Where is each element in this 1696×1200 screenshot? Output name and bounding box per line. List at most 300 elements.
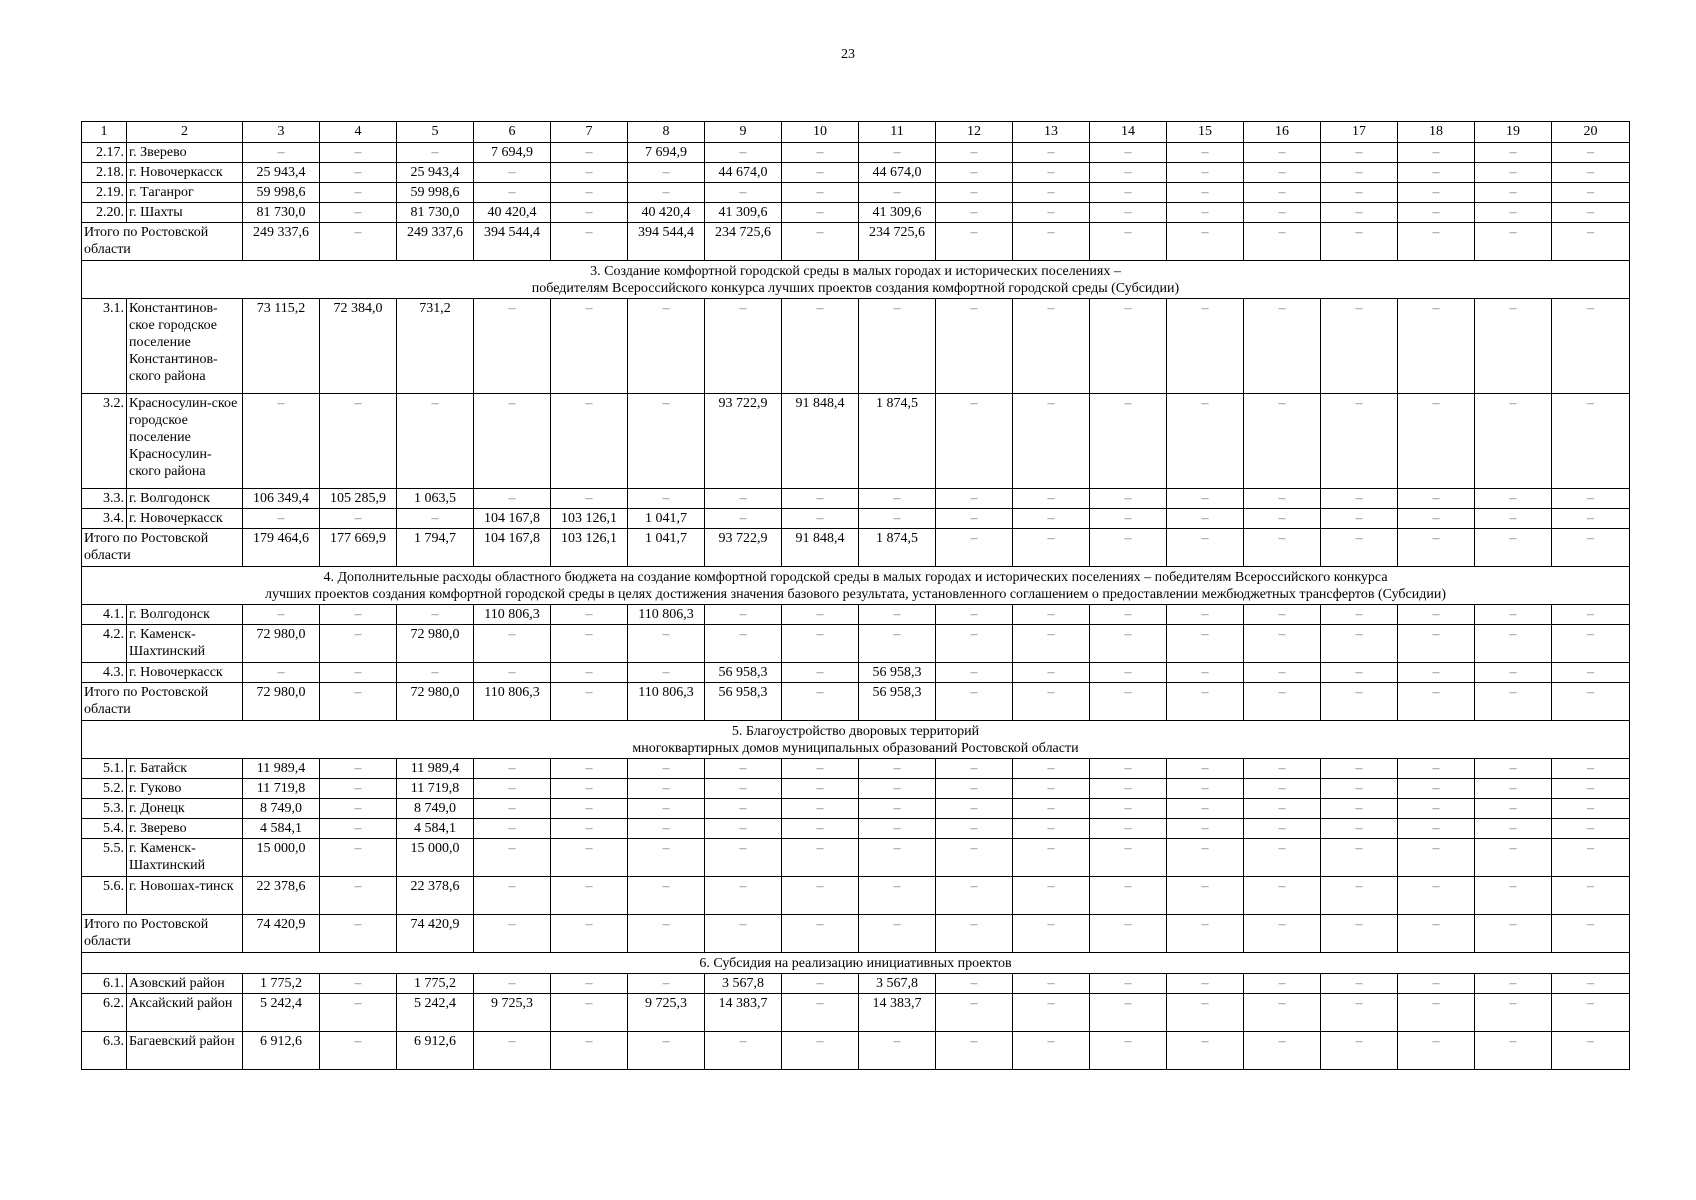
empty-value-cell: – <box>859 839 936 877</box>
empty-value-cell: – <box>1552 509 1630 529</box>
empty-value-cell: – <box>1552 183 1630 203</box>
empty-value-cell: – <box>1475 683 1552 721</box>
column-header: 15 <box>1167 122 1244 143</box>
empty-value-cell: – <box>1398 994 1475 1032</box>
empty-value-cell: – <box>782 974 859 994</box>
empty-value-cell: – <box>1167 203 1244 223</box>
empty-value-cell: – <box>320 839 397 877</box>
empty-value-cell: – <box>1167 394 1244 489</box>
row-index: 2.17. <box>82 143 127 163</box>
empty-value-cell: – <box>320 203 397 223</box>
empty-value-cell: – <box>936 605 1013 625</box>
empty-value-cell: – <box>1398 203 1475 223</box>
empty-value-cell: – <box>551 183 628 203</box>
column-header: 18 <box>1398 122 1475 143</box>
empty-value-cell: – <box>551 877 628 915</box>
empty-value-cell: – <box>1398 625 1475 663</box>
value-cell: 110 806,3 <box>628 605 705 625</box>
value-cell: 15 000,0 <box>243 839 320 877</box>
empty-value-cell: – <box>1013 183 1090 203</box>
empty-value-cell: – <box>1167 994 1244 1032</box>
value-cell: 41 309,6 <box>705 203 782 223</box>
municipality-name: г. Волгодонск <box>127 605 243 625</box>
value-cell: 9 725,3 <box>628 994 705 1032</box>
value-cell: 72 980,0 <box>243 625 320 663</box>
value-cell: 81 730,0 <box>243 203 320 223</box>
value-cell: 15 000,0 <box>397 839 474 877</box>
empty-value-cell: – <box>782 143 859 163</box>
empty-value-cell: – <box>1167 839 1244 877</box>
empty-value-cell: – <box>1321 625 1398 663</box>
municipality-name: г. Волгодонск <box>127 489 243 509</box>
empty-value-cell: – <box>1475 299 1552 394</box>
total-label: Итого по Ростовской области <box>82 683 243 721</box>
empty-value-cell: – <box>1552 994 1630 1032</box>
empty-value-cell: – <box>551 163 628 183</box>
empty-value-cell: – <box>1398 877 1475 915</box>
empty-value-cell: – <box>1090 223 1167 261</box>
table-row <box>82 994 1630 1032</box>
empty-value-cell: – <box>859 877 936 915</box>
empty-value-cell: – <box>474 625 551 663</box>
value-cell: 249 337,6 <box>243 223 320 261</box>
empty-value-cell: – <box>705 877 782 915</box>
empty-value-cell: – <box>1475 625 1552 663</box>
empty-value-cell: – <box>782 877 859 915</box>
empty-value-cell: – <box>1090 489 1167 509</box>
empty-value-cell: – <box>1552 163 1630 183</box>
empty-value-cell: – <box>705 819 782 839</box>
empty-value-cell: – <box>320 223 397 261</box>
municipality-name: Константинов-ское городское поселение Константинов-ского района <box>127 299 243 394</box>
empty-value-cell: – <box>1090 663 1167 683</box>
empty-value-cell: – <box>1475 203 1552 223</box>
empty-value-cell: – <box>1552 915 1630 953</box>
header-row <box>82 122 1630 143</box>
empty-value-cell: – <box>1167 663 1244 683</box>
empty-value-cell: – <box>320 509 397 529</box>
empty-value-cell: – <box>1013 299 1090 394</box>
empty-value-cell: – <box>1090 183 1167 203</box>
row-index: 4.2. <box>82 625 127 663</box>
empty-value-cell: – <box>1013 759 1090 779</box>
empty-value-cell: – <box>1013 799 1090 819</box>
municipality-name: г. Новочеркасск <box>127 163 243 183</box>
empty-value-cell: – <box>1090 605 1167 625</box>
empty-value-cell: – <box>1244 974 1321 994</box>
empty-value-cell: – <box>1090 779 1167 799</box>
row-index: 3.1. <box>82 299 127 394</box>
empty-value-cell: – <box>551 203 628 223</box>
value-cell: 8 749,0 <box>397 799 474 819</box>
empty-value-cell: – <box>1244 839 1321 877</box>
empty-value-cell: – <box>1013 163 1090 183</box>
empty-value-cell: – <box>859 489 936 509</box>
empty-value-cell: – <box>1090 625 1167 663</box>
empty-value-cell: – <box>859 915 936 953</box>
empty-value-cell: – <box>1321 509 1398 529</box>
table-row <box>82 143 1630 163</box>
section-heading-line: лучших проектов создания комфортной городской среды в целях достижения значения базового результата, установленного соглашением о предоставлении межбюджетных трансфертов (Субсидии) <box>264 587 1447 602</box>
empty-value-cell: – <box>1321 683 1398 721</box>
row-index: 5.5. <box>82 839 127 877</box>
value-cell: 6 912,6 <box>397 1032 474 1070</box>
empty-value-cell: – <box>1167 779 1244 799</box>
value-cell: 59 998,6 <box>243 183 320 203</box>
table-body <box>82 122 1630 1070</box>
empty-value-cell: – <box>1013 394 1090 489</box>
empty-value-cell: – <box>551 819 628 839</box>
empty-value-cell: – <box>1321 143 1398 163</box>
empty-value-cell: – <box>782 779 859 799</box>
table-row <box>82 839 1630 877</box>
empty-value-cell: – <box>782 183 859 203</box>
empty-value-cell: – <box>551 799 628 819</box>
empty-value-cell: – <box>1475 529 1552 567</box>
section-heading-row <box>82 953 1630 974</box>
empty-value-cell: – <box>936 915 1013 953</box>
empty-value-cell: – <box>474 819 551 839</box>
empty-value-cell: – <box>474 839 551 877</box>
value-cell: 93 722,9 <box>705 529 782 567</box>
value-cell: 40 420,4 <box>474 203 551 223</box>
empty-value-cell: – <box>1167 489 1244 509</box>
row-index: 5.6. <box>82 877 127 915</box>
table-row <box>82 974 1630 994</box>
empty-value-cell: – <box>320 163 397 183</box>
empty-value-cell: – <box>1321 759 1398 779</box>
empty-value-cell: – <box>1167 299 1244 394</box>
empty-value-cell: – <box>1398 663 1475 683</box>
empty-value-cell: – <box>320 143 397 163</box>
empty-value-cell: – <box>551 779 628 799</box>
empty-value-cell: – <box>1398 839 1475 877</box>
empty-value-cell: – <box>551 759 628 779</box>
empty-value-cell: – <box>1398 1032 1475 1070</box>
empty-value-cell: – <box>782 509 859 529</box>
empty-value-cell: – <box>1552 683 1630 721</box>
empty-value-cell: – <box>1090 1032 1167 1070</box>
empty-value-cell: – <box>1167 759 1244 779</box>
section-heading <box>82 953 1630 974</box>
empty-value-cell: – <box>782 1032 859 1070</box>
empty-value-cell: – <box>936 663 1013 683</box>
value-cell: 1 041,7 <box>628 529 705 567</box>
empty-value-cell: – <box>1321 663 1398 683</box>
empty-value-cell: – <box>1321 299 1398 394</box>
table-row <box>82 663 1630 683</box>
empty-value-cell: – <box>628 163 705 183</box>
empty-value-cell: – <box>705 779 782 799</box>
empty-value-cell: – <box>1244 489 1321 509</box>
empty-value-cell: – <box>1090 839 1167 877</box>
value-cell: 14 383,7 <box>859 994 936 1032</box>
section-heading-line: 6. Субсидия на реализацию инициативных проектов <box>699 956 1012 971</box>
empty-value-cell: – <box>320 394 397 489</box>
section-heading <box>82 261 1630 299</box>
empty-value-cell: – <box>1398 394 1475 489</box>
empty-value-cell: – <box>397 509 474 529</box>
value-cell: 22 378,6 <box>397 877 474 915</box>
empty-value-cell: – <box>1475 223 1552 261</box>
empty-value-cell: – <box>1244 915 1321 953</box>
empty-value-cell: – <box>1398 163 1475 183</box>
column-header: 7 <box>551 122 628 143</box>
empty-value-cell: – <box>1398 489 1475 509</box>
table-row <box>82 489 1630 509</box>
empty-value-cell: – <box>1090 299 1167 394</box>
column-header: 3 <box>243 122 320 143</box>
empty-value-cell: – <box>1398 915 1475 953</box>
empty-value-cell: – <box>1398 683 1475 721</box>
empty-value-cell: – <box>782 489 859 509</box>
section-heading-line: многоквартирных домов муниципальных образований Ростовской области <box>632 741 1079 756</box>
empty-value-cell: – <box>936 299 1013 394</box>
empty-value-cell: – <box>705 759 782 779</box>
empty-value-cell: – <box>1090 143 1167 163</box>
empty-value-cell: – <box>551 625 628 663</box>
empty-value-cell: – <box>859 759 936 779</box>
empty-value-cell: – <box>243 509 320 529</box>
empty-value-cell: – <box>1244 223 1321 261</box>
empty-value-cell: – <box>1090 877 1167 915</box>
empty-value-cell: – <box>474 779 551 799</box>
empty-value-cell: – <box>243 143 320 163</box>
value-cell: 91 848,4 <box>782 529 859 567</box>
row-index: 3.2. <box>82 394 127 489</box>
empty-value-cell: – <box>628 183 705 203</box>
value-cell: 11 989,4 <box>397 759 474 779</box>
empty-value-cell: – <box>1475 394 1552 489</box>
row-index: 2.18. <box>82 163 127 183</box>
column-header: 8 <box>628 122 705 143</box>
value-cell: 7 694,9 <box>474 143 551 163</box>
empty-value-cell: – <box>1167 915 1244 953</box>
total-row <box>82 223 1630 261</box>
empty-value-cell: – <box>1244 759 1321 779</box>
empty-value-cell: – <box>1475 1032 1552 1070</box>
empty-value-cell: – <box>859 183 936 203</box>
empty-value-cell: – <box>628 819 705 839</box>
column-header: 9 <box>705 122 782 143</box>
empty-value-cell: – <box>1398 529 1475 567</box>
empty-value-cell: – <box>782 799 859 819</box>
empty-value-cell: – <box>474 759 551 779</box>
empty-value-cell: – <box>1552 877 1630 915</box>
empty-value-cell: – <box>1398 183 1475 203</box>
empty-value-cell: – <box>1321 779 1398 799</box>
empty-value-cell: – <box>1013 994 1090 1032</box>
value-cell: 25 943,4 <box>397 163 474 183</box>
empty-value-cell: – <box>1167 509 1244 529</box>
value-cell: 56 958,3 <box>705 683 782 721</box>
empty-value-cell: – <box>1552 143 1630 163</box>
value-cell: 59 998,6 <box>397 183 474 203</box>
municipality-name: Багаевский район <box>127 1032 243 1070</box>
empty-value-cell: – <box>1475 759 1552 779</box>
empty-value-cell: – <box>1013 839 1090 877</box>
value-cell: 25 943,4 <box>243 163 320 183</box>
empty-value-cell: – <box>474 799 551 819</box>
empty-value-cell: – <box>320 819 397 839</box>
value-cell: 56 958,3 <box>705 663 782 683</box>
row-index: 6.2. <box>82 994 127 1032</box>
empty-value-cell: – <box>1321 839 1398 877</box>
empty-value-cell: – <box>1552 1032 1630 1070</box>
row-index: 2.20. <box>82 203 127 223</box>
empty-value-cell: – <box>1244 683 1321 721</box>
empty-value-cell: – <box>320 183 397 203</box>
empty-value-cell: – <box>1552 203 1630 223</box>
empty-value-cell: – <box>474 299 551 394</box>
empty-value-cell: – <box>320 877 397 915</box>
empty-value-cell: – <box>782 223 859 261</box>
empty-value-cell: – <box>705 509 782 529</box>
empty-value-cell: – <box>1090 799 1167 819</box>
value-cell: 14 383,7 <box>705 994 782 1032</box>
empty-value-cell: – <box>1244 663 1321 683</box>
value-cell: 104 167,8 <box>474 529 551 567</box>
empty-value-cell: – <box>1244 143 1321 163</box>
empty-value-cell: – <box>1321 1032 1398 1070</box>
column-header: 4 <box>320 122 397 143</box>
row-index: 3.3. <box>82 489 127 509</box>
empty-value-cell: – <box>474 183 551 203</box>
empty-value-cell: – <box>1552 605 1630 625</box>
empty-value-cell: – <box>1552 663 1630 683</box>
total-row <box>82 915 1630 953</box>
empty-value-cell: – <box>859 509 936 529</box>
value-cell: 110 806,3 <box>474 683 551 721</box>
budget-table <box>81 121 1630 1070</box>
empty-value-cell: – <box>705 839 782 877</box>
empty-value-cell: – <box>474 877 551 915</box>
section-heading <box>82 567 1630 605</box>
empty-value-cell: – <box>397 605 474 625</box>
empty-value-cell: – <box>1244 394 1321 489</box>
column-header: 14 <box>1090 122 1167 143</box>
municipality-name: Красносулин-ское городское поселение Красносулин-ского района <box>127 394 243 489</box>
total-row <box>82 529 1630 567</box>
value-cell: 3 567,8 <box>705 974 782 994</box>
empty-value-cell: – <box>1013 489 1090 509</box>
empty-value-cell: – <box>1475 819 1552 839</box>
empty-value-cell: – <box>782 605 859 625</box>
empty-value-cell: – <box>628 663 705 683</box>
empty-value-cell: – <box>1552 974 1630 994</box>
empty-value-cell: – <box>1013 819 1090 839</box>
empty-value-cell: – <box>1167 799 1244 819</box>
value-cell: 72 980,0 <box>397 625 474 663</box>
empty-value-cell: – <box>859 605 936 625</box>
value-cell: 104 167,8 <box>474 509 551 529</box>
column-header: 10 <box>782 122 859 143</box>
empty-value-cell: – <box>1244 779 1321 799</box>
empty-value-cell: – <box>551 143 628 163</box>
empty-value-cell: – <box>1167 974 1244 994</box>
empty-value-cell: – <box>936 877 1013 915</box>
empty-value-cell: – <box>551 994 628 1032</box>
empty-value-cell: – <box>782 203 859 223</box>
empty-value-cell: – <box>1167 529 1244 567</box>
section-heading-line: победителям Всероссийского конкурса лучших проектов создания комфортной городской среды (Субсидии) <box>531 281 1180 296</box>
empty-value-cell: – <box>936 759 1013 779</box>
value-cell: 56 958,3 <box>859 683 936 721</box>
empty-value-cell: – <box>628 839 705 877</box>
empty-value-cell: – <box>1321 799 1398 819</box>
empty-value-cell: – <box>1552 223 1630 261</box>
empty-value-cell: – <box>936 163 1013 183</box>
table-row <box>82 163 1630 183</box>
empty-value-cell: – <box>1398 799 1475 819</box>
empty-value-cell: – <box>320 625 397 663</box>
empty-value-cell: – <box>782 839 859 877</box>
empty-value-cell: – <box>1244 877 1321 915</box>
empty-value-cell: – <box>936 839 1013 877</box>
column-header: 12 <box>936 122 1013 143</box>
empty-value-cell: – <box>1321 605 1398 625</box>
empty-value-cell: – <box>1321 915 1398 953</box>
empty-value-cell: – <box>1552 779 1630 799</box>
empty-value-cell: – <box>1090 974 1167 994</box>
empty-value-cell: – <box>1552 625 1630 663</box>
value-cell: 56 958,3 <box>859 663 936 683</box>
empty-value-cell: – <box>1167 143 1244 163</box>
row-index: 6.3. <box>82 1032 127 1070</box>
empty-value-cell: – <box>1013 625 1090 663</box>
value-cell: 72 384,0 <box>320 299 397 394</box>
empty-value-cell: – <box>320 605 397 625</box>
municipality-name: г. Шахты <box>127 203 243 223</box>
empty-value-cell: – <box>936 974 1013 994</box>
municipality-name: г. Гуково <box>127 779 243 799</box>
table-row <box>82 779 1630 799</box>
empty-value-cell: – <box>936 203 1013 223</box>
empty-value-cell: – <box>628 299 705 394</box>
empty-value-cell: – <box>1167 683 1244 721</box>
empty-value-cell: – <box>1475 509 1552 529</box>
value-cell: 179 464,6 <box>243 529 320 567</box>
empty-value-cell: – <box>1321 994 1398 1032</box>
section-heading-line: 3. Создание комфортной городской среды в малых городах и исторических поселениях – <box>590 264 1121 279</box>
column-header: 2 <box>127 122 243 143</box>
value-cell: 394 544,4 <box>474 223 551 261</box>
empty-value-cell: – <box>1244 1032 1321 1070</box>
column-header: 13 <box>1013 122 1090 143</box>
empty-value-cell: – <box>1013 974 1090 994</box>
empty-value-cell: – <box>1321 183 1398 203</box>
empty-value-cell: – <box>243 663 320 683</box>
total-label: Итого по Ростовской области <box>82 915 243 953</box>
empty-value-cell: – <box>1090 759 1167 779</box>
empty-value-cell: – <box>1244 183 1321 203</box>
total-label: Итого по Ростовской области <box>82 223 243 261</box>
column-header: 20 <box>1552 122 1630 143</box>
empty-value-cell: – <box>551 683 628 721</box>
empty-value-cell: – <box>1013 915 1090 953</box>
row-index: 4.3. <box>82 663 127 683</box>
municipality-name: г. Донецк <box>127 799 243 819</box>
empty-value-cell: – <box>320 683 397 721</box>
empty-value-cell: – <box>1244 994 1321 1032</box>
empty-value-cell: – <box>551 663 628 683</box>
table-row <box>82 819 1630 839</box>
empty-value-cell: – <box>474 394 551 489</box>
empty-value-cell: – <box>1475 974 1552 994</box>
municipality-name: г. Таганрог <box>127 183 243 203</box>
section-heading <box>82 721 1630 759</box>
table-row <box>82 877 1630 915</box>
